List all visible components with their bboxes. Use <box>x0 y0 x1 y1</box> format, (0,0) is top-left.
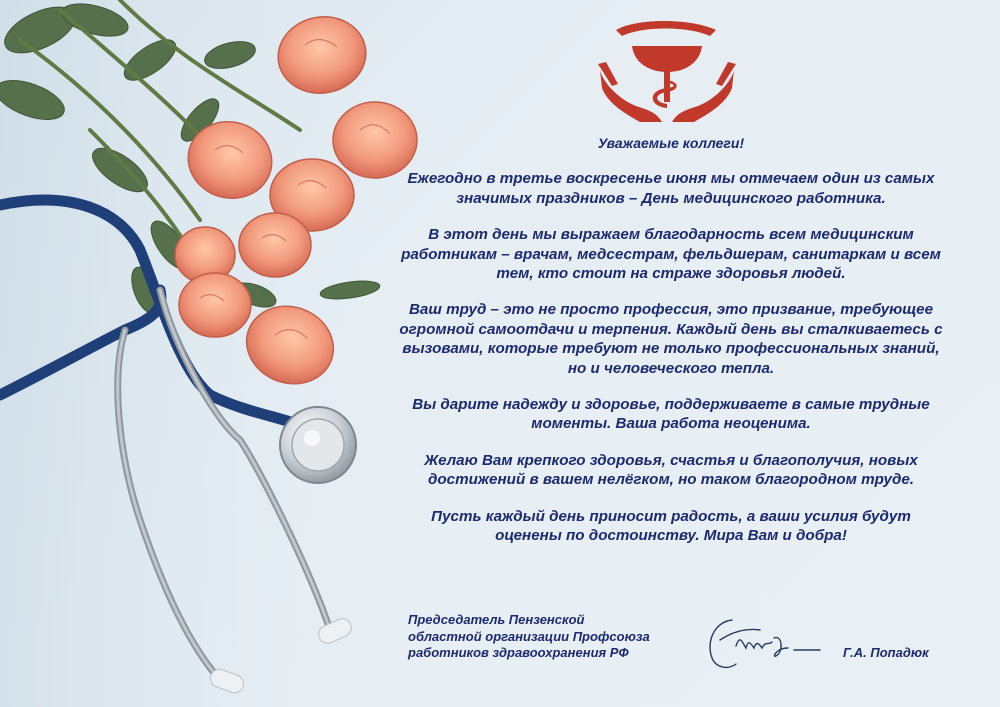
signatory-position-line: областной организации Профсоюза <box>408 628 650 644</box>
signatory-position-line: работников здравоохранения РФ <box>408 645 629 660</box>
bowl-of-hygieia-hands-icon <box>596 20 738 122</box>
letter-paragraph: Желаю Вам крепкого здоровья, счастья и благополучия, новых достижений в вашем нелёгком, но таком благородном труде. <box>424 451 918 489</box>
handwritten-signature-icon <box>702 612 832 674</box>
greeting-letter <box>398 134 944 563</box>
letter-paragraph: Вы дарите надежду и здоровье, поддерживаете в самые трудные моменты. Ваша работа неоценима. <box>412 396 930 433</box>
signatory-name: Г.А. Попадюк <box>843 645 929 660</box>
letter-paragraph: Ваш труд – это не просто профессия, это призвание, требующее огромной самоотдачи и терпения. Каждый день вы сталкиваетесь с вызовами, которые требуют не только профессиональных знаний, но и человеческого тепла. <box>399 301 943 377</box>
signatory-position <box>408 612 698 662</box>
letter-paragraph: Ежегодно в третье воскресенье июня мы отмечаем один из самых значимых праздников – День медицинского работника. <box>407 170 935 207</box>
letter-paragraph: Пусть каждый день приносит радость, а ваши усилия будут оценены по достоинству. Мира Вам и добра! <box>431 507 911 545</box>
roses-and-stethoscope-image <box>0 0 420 707</box>
letter-paragraph: В этот день мы выражаем благодарность всем медицинским работникам – врачам, медсестрам, фельдшерам, санитаркам и всем тем, кто стоит на страже здоровья людей. <box>401 226 941 283</box>
signatory-position-line: Председатель Пензенской <box>408 612 585 627</box>
letter-greeting: Уважаемые коллеги! <box>597 135 745 151</box>
